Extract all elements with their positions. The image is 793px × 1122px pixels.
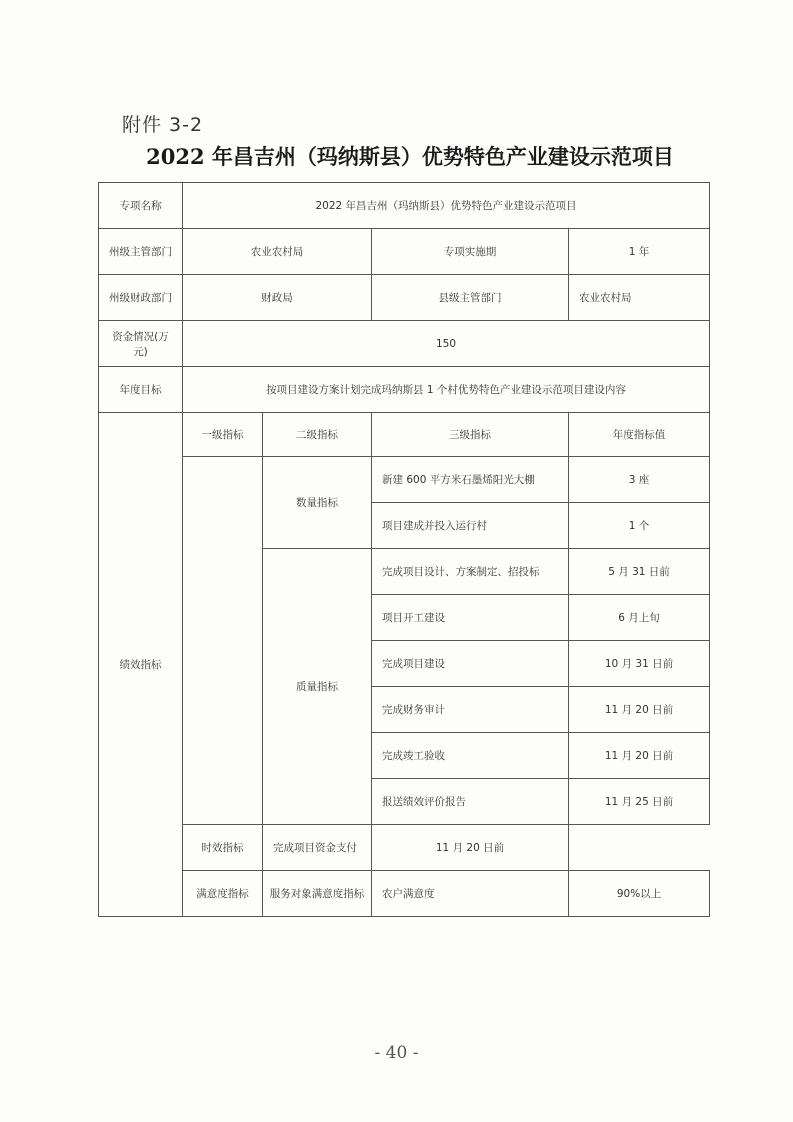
project-name-label: 专项名称 (99, 183, 183, 229)
indicator-value: 11 月 20 日前 (569, 733, 710, 779)
state-dept-value: 农业农村局 (183, 229, 372, 275)
project-name-value: 2022 年昌吉州（玛纳斯县）优势特色产业建设示范项目 (183, 183, 710, 229)
table-row (99, 275, 710, 321)
header-annual-value: 年度指标值 (569, 413, 710, 457)
header-level1: 一级指标 (183, 413, 263, 457)
quantity-label: 数量指标 (263, 457, 372, 549)
table-row (99, 871, 710, 917)
indicator-name: 报送绩效评价报告 (372, 779, 569, 825)
indicator-name: 完成竣工验收 (372, 733, 569, 779)
indicator-name: 完成财务审计 (372, 687, 569, 733)
performance-target-table (98, 182, 710, 917)
annual-goal-value: 按项目建设方案计划完成玛纳斯县 1 个村优势特色产业建设示范项目建设内容 (183, 367, 710, 413)
satisfaction-level2-label: 服务对象满意度指标 (263, 871, 372, 917)
table-row (99, 413, 710, 457)
annex-label: 附件 3-2 (122, 114, 204, 136)
table-row (99, 321, 710, 367)
satisfaction-level1-label: 满意度指标 (183, 871, 263, 917)
county-dept-label: 县级主管部门 (372, 275, 569, 321)
indicator-value: 3 座 (569, 457, 710, 503)
table-row (99, 825, 710, 871)
header-level3: 三级指标 (372, 413, 569, 457)
header-level2: 二级指标 (263, 413, 372, 457)
period-value: 1 年 (569, 229, 710, 275)
period-label: 专项实施期 (372, 229, 569, 275)
indicator-value: 6 月上旬 (569, 595, 710, 641)
performance-section-label: 绩效指标 (99, 413, 183, 917)
quality-label: 质量指标 (263, 549, 372, 825)
table-row (99, 457, 710, 503)
table-row (99, 367, 710, 413)
indicator-name: 农户满意度 (372, 871, 569, 917)
funding-value: 150 (183, 321, 710, 367)
indicator-value: 90%以上 (569, 871, 710, 917)
funding-label: 资金情况(万元) (99, 321, 183, 367)
indicator-name: 完成项目建设 (372, 641, 569, 687)
table-row (99, 229, 710, 275)
indicator-name: 完成项目资金支付 (263, 825, 372, 871)
indicator-value: 5 月 31 日前 (569, 549, 710, 595)
page-number: - 40 - (374, 1043, 419, 1063)
annual-goal-label: 年度目标 (99, 367, 183, 413)
indicator-name: 项目建成并投入运行村 (372, 503, 569, 549)
output-level1-cell (183, 457, 263, 825)
indicator-value: 11 月 25 日前 (569, 779, 710, 825)
document-title: 2022 年昌吉州（玛纳斯县）优势特色产业建设示范项目 (146, 144, 674, 169)
timeliness-label: 时效指标 (183, 825, 263, 871)
indicator-value: 11 月 20 日前 (569, 687, 710, 733)
state-finance-value: 财政局 (183, 275, 372, 321)
state-dept-label: 州级主管部门 (99, 229, 183, 275)
indicator-value: 11 月 20 日前 (372, 825, 569, 871)
table-row (99, 183, 710, 229)
indicator-value: 10 月 31 日前 (569, 641, 710, 687)
state-finance-label: 州级财政部门 (99, 275, 183, 321)
indicator-name: 项目开工建设 (372, 595, 569, 641)
indicator-name: 完成项目设计、方案制定、招投标 (372, 549, 569, 595)
county-dept-value: 农业农村局 (569, 275, 710, 321)
indicator-value: 1 个 (569, 503, 710, 549)
indicator-name: 新建 600 平方米石墨烯阳光大棚 (372, 457, 569, 503)
